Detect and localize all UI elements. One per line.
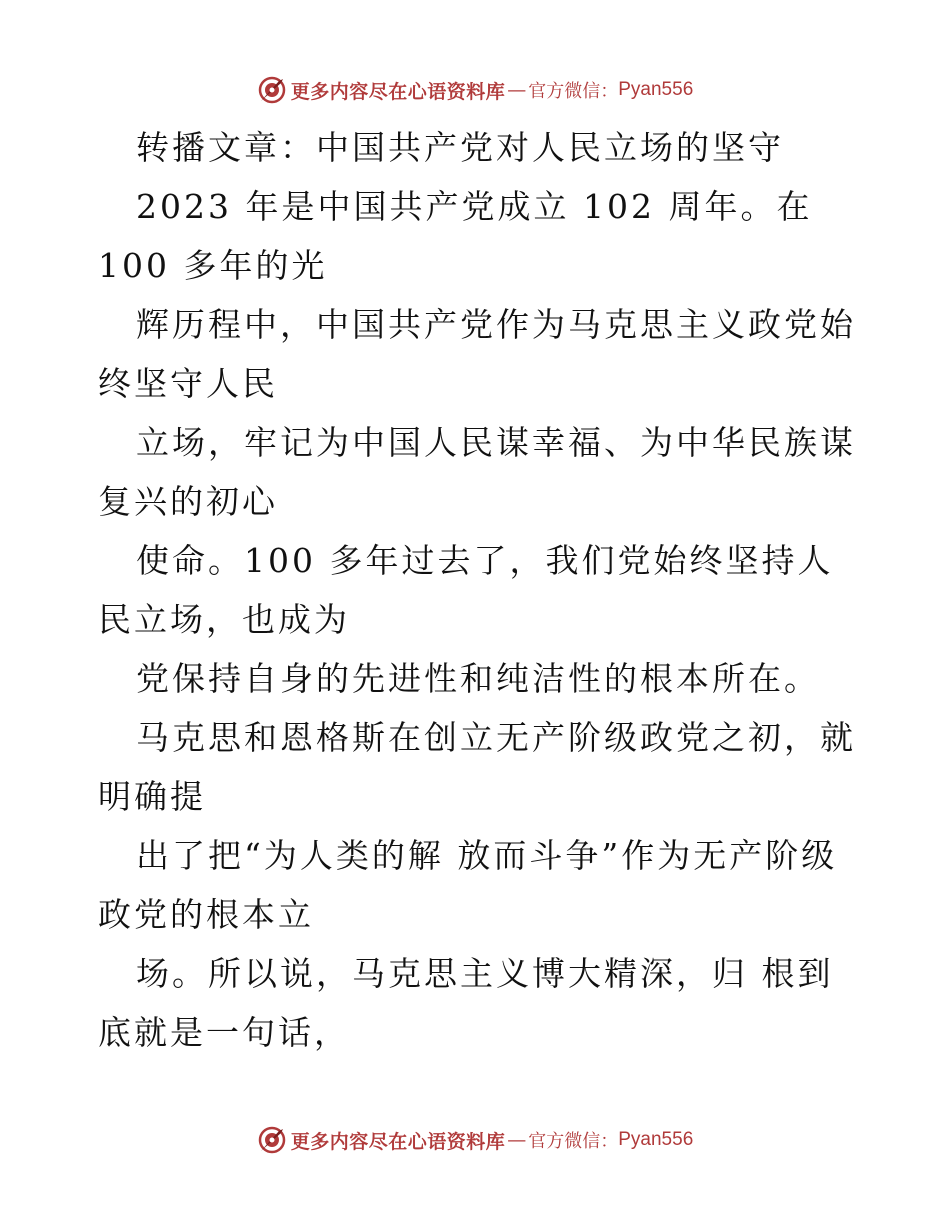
banner-wechat-label: 官方微信： — [528, 1131, 619, 1152]
banner-site-text: 更多内容尽在心语资料库 — [290, 80, 506, 103]
paragraph-line: 辉历程中，中国共产党作为马克思主义政党始终坚守人民 — [98, 305, 856, 403]
banner-wechat-id: Pyan556 — [618, 79, 694, 100]
document-body — [98, 118, 858, 1062]
footer-banner — [0, 1120, 950, 1160]
quill-seal-logo-icon — [257, 75, 287, 105]
banner-wechat-id: Pyan556 — [618, 1129, 694, 1150]
banner-wechat-label: 官方微信： — [528, 81, 619, 102]
paragraph-line: 2023 年是中国共产党成立 102 周年。在 100 多年的光 — [98, 187, 813, 285]
paragraph-line: 马克思和恩格斯在创立无产阶级政党之初，就明确提 — [98, 718, 856, 816]
banner-site-text: 更多内容尽在心语资料库 — [290, 1130, 506, 1153]
paragraph-line: 使命。100 多年过去了，我们党始终坚持人民立场，也成为 — [98, 541, 834, 639]
paragraph-line: 出了把“为人类的解 放而斗争”作为无产阶级政党的根本立 — [98, 836, 838, 934]
header-banner — [0, 70, 950, 110]
paragraph-line: 立场，牢记为中国人民谋幸福、为中华民族谋复兴的初心 — [98, 423, 856, 521]
banner-separator: — — [507, 79, 527, 101]
paragraph-line: 场。所以说，马克思主义博大精深，归 根到底就是一句话， — [98, 954, 834, 1052]
document-title: 转播文章：中国共产党对人民立场的坚守 — [136, 128, 784, 167]
paragraph-line: 党保持自身的先进性和纯洁性的根本所在。 — [136, 659, 820, 698]
banner-separator: — — [507, 1129, 527, 1151]
quill-seal-logo-icon — [257, 1125, 287, 1155]
